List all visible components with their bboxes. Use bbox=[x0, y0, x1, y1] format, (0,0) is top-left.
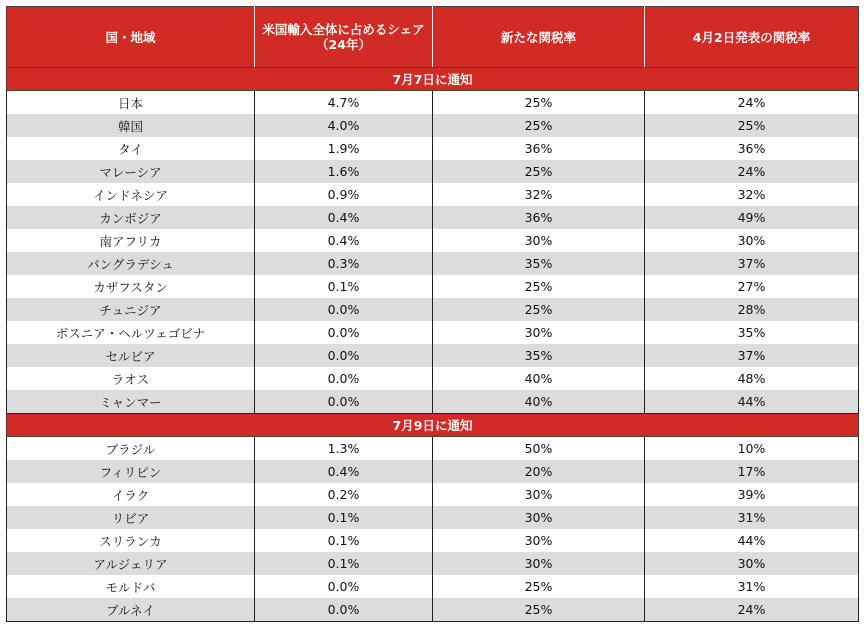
cell-april-tariff-rate: 28% bbox=[645, 298, 859, 321]
cell-new-tariff-rate: 30% bbox=[433, 529, 645, 552]
cell-new-tariff-rate: 30% bbox=[433, 483, 645, 506]
cell-import-share: 4.0% bbox=[255, 114, 433, 137]
table-row bbox=[7, 91, 859, 115]
cell-new-tariff-rate: 35% bbox=[433, 344, 645, 367]
cell-import-share: 1.3% bbox=[255, 437, 433, 461]
table-row bbox=[7, 160, 859, 183]
cell-new-tariff-rate: 25% bbox=[433, 575, 645, 598]
header-region: 国・地域 bbox=[7, 7, 255, 68]
cell-april-tariff-rate: 17% bbox=[645, 460, 859, 483]
cell-new-tariff-rate: 32% bbox=[433, 183, 645, 206]
cell-april-tariff-rate: 44% bbox=[645, 390, 859, 414]
cell-import-share: 0.0% bbox=[255, 298, 433, 321]
cell-region: リビア bbox=[7, 506, 255, 529]
cell-import-share: 1.6% bbox=[255, 160, 433, 183]
cell-april-tariff-rate: 31% bbox=[645, 506, 859, 529]
cell-import-share: 0.0% bbox=[255, 598, 433, 622]
header-row bbox=[7, 7, 859, 68]
cell-new-tariff-rate: 50% bbox=[433, 437, 645, 461]
header-import-share: 米国輸入全体に占めるシェア（24年） bbox=[255, 7, 433, 68]
cell-region: バングラデシュ bbox=[7, 252, 255, 275]
cell-april-tariff-rate: 24% bbox=[645, 160, 859, 183]
cell-april-tariff-rate: 24% bbox=[645, 598, 859, 622]
cell-region: モルドバ bbox=[7, 575, 255, 598]
cell-april-tariff-rate: 37% bbox=[645, 252, 859, 275]
cell-region: アルジェリア bbox=[7, 552, 255, 575]
cell-new-tariff-rate: 30% bbox=[433, 506, 645, 529]
cell-region: ラオス bbox=[7, 367, 255, 390]
cell-new-tariff-rate: 25% bbox=[433, 160, 645, 183]
cell-region: フィリピン bbox=[7, 460, 255, 483]
section-title: 7月7日に通知 bbox=[7, 68, 859, 91]
cell-import-share: 0.0% bbox=[255, 367, 433, 390]
section-title: 7月9日に通知 bbox=[7, 414, 859, 437]
cell-region: イラク bbox=[7, 483, 255, 506]
cell-new-tariff-rate: 30% bbox=[433, 229, 645, 252]
cell-region: 韓国 bbox=[7, 114, 255, 137]
cell-april-tariff-rate: 44% bbox=[645, 529, 859, 552]
table-row bbox=[7, 137, 859, 160]
cell-import-share: 0.0% bbox=[255, 344, 433, 367]
cell-new-tariff-rate: 36% bbox=[433, 137, 645, 160]
cell-region: カンボジア bbox=[7, 206, 255, 229]
cell-new-tariff-rate: 25% bbox=[433, 598, 645, 622]
cell-april-tariff-rate: 36% bbox=[645, 137, 859, 160]
cell-region: セルビア bbox=[7, 344, 255, 367]
table-row bbox=[7, 483, 859, 506]
table-row bbox=[7, 206, 859, 229]
cell-region: マレーシア bbox=[7, 160, 255, 183]
cell-new-tariff-rate: 25% bbox=[433, 91, 645, 115]
cell-new-tariff-rate: 36% bbox=[433, 206, 645, 229]
cell-region: チュニジア bbox=[7, 298, 255, 321]
table-row bbox=[7, 229, 859, 252]
cell-new-tariff-rate: 30% bbox=[433, 552, 645, 575]
cell-region: スリランカ bbox=[7, 529, 255, 552]
cell-april-tariff-rate: 27% bbox=[645, 275, 859, 298]
cell-new-tariff-rate: 20% bbox=[433, 460, 645, 483]
header-new-tariff-rate: 新たな関税率 bbox=[433, 7, 645, 68]
cell-new-tariff-rate: 35% bbox=[433, 252, 645, 275]
table-row bbox=[7, 529, 859, 552]
table-body bbox=[7, 68, 859, 622]
cell-april-tariff-rate: 48% bbox=[645, 367, 859, 390]
tariff-table bbox=[6, 6, 859, 622]
cell-import-share: 0.0% bbox=[255, 321, 433, 344]
table-row bbox=[7, 252, 859, 275]
cell-april-tariff-rate: 25% bbox=[645, 114, 859, 137]
cell-import-share: 4.7% bbox=[255, 91, 433, 115]
cell-new-tariff-rate: 40% bbox=[433, 367, 645, 390]
cell-april-tariff-rate: 30% bbox=[645, 229, 859, 252]
cell-new-tariff-rate: 25% bbox=[433, 114, 645, 137]
cell-april-tariff-rate: 31% bbox=[645, 575, 859, 598]
cell-april-tariff-rate: 39% bbox=[645, 483, 859, 506]
header-april-tariff-rate: 4月2日発表の関税率 bbox=[645, 7, 859, 68]
cell-import-share: 0.9% bbox=[255, 183, 433, 206]
cell-import-share: 0.2% bbox=[255, 483, 433, 506]
section-header-row bbox=[7, 414, 859, 437]
table-row bbox=[7, 183, 859, 206]
cell-april-tariff-rate: 35% bbox=[645, 321, 859, 344]
cell-import-share: 0.1% bbox=[255, 552, 433, 575]
table-row bbox=[7, 460, 859, 483]
cell-import-share: 1.9% bbox=[255, 137, 433, 160]
cell-region: インドネシア bbox=[7, 183, 255, 206]
cell-region: 日本 bbox=[7, 91, 255, 115]
cell-region: ミャンマー bbox=[7, 390, 255, 414]
table-row bbox=[7, 506, 859, 529]
cell-april-tariff-rate: 37% bbox=[645, 344, 859, 367]
cell-region: タイ bbox=[7, 137, 255, 160]
cell-april-tariff-rate: 10% bbox=[645, 437, 859, 461]
cell-import-share: 0.4% bbox=[255, 460, 433, 483]
table-row bbox=[7, 344, 859, 367]
cell-april-tariff-rate: 30% bbox=[645, 552, 859, 575]
cell-new-tariff-rate: 30% bbox=[433, 321, 645, 344]
cell-import-share: 0.4% bbox=[255, 206, 433, 229]
cell-region: ブラジル bbox=[7, 437, 255, 461]
table-header bbox=[7, 7, 859, 68]
cell-new-tariff-rate: 25% bbox=[433, 298, 645, 321]
section-header-row bbox=[7, 68, 859, 91]
cell-april-tariff-rate: 49% bbox=[645, 206, 859, 229]
cell-april-tariff-rate: 32% bbox=[645, 183, 859, 206]
cell-region: ボスニア・ヘルツェゴビナ bbox=[7, 321, 255, 344]
table-row bbox=[7, 575, 859, 598]
cell-region: 南アフリカ bbox=[7, 229, 255, 252]
cell-import-share: 0.1% bbox=[255, 275, 433, 298]
cell-april-tariff-rate: 24% bbox=[645, 91, 859, 115]
cell-region: ブルネイ bbox=[7, 598, 255, 622]
table-row bbox=[7, 275, 859, 298]
table-row bbox=[7, 552, 859, 575]
table-row bbox=[7, 390, 859, 414]
table-row bbox=[7, 367, 859, 390]
cell-import-share: 0.1% bbox=[255, 506, 433, 529]
cell-new-tariff-rate: 25% bbox=[433, 275, 645, 298]
table-row bbox=[7, 437, 859, 461]
cell-import-share: 0.0% bbox=[255, 575, 433, 598]
table-row bbox=[7, 298, 859, 321]
cell-import-share: 0.0% bbox=[255, 390, 433, 414]
table-row bbox=[7, 598, 859, 622]
cell-import-share: 0.3% bbox=[255, 252, 433, 275]
cell-import-share: 0.1% bbox=[255, 529, 433, 552]
cell-region: カザフスタン bbox=[7, 275, 255, 298]
cell-new-tariff-rate: 40% bbox=[433, 390, 645, 414]
table-row bbox=[7, 321, 859, 344]
table-row bbox=[7, 114, 859, 137]
cell-import-share: 0.4% bbox=[255, 229, 433, 252]
